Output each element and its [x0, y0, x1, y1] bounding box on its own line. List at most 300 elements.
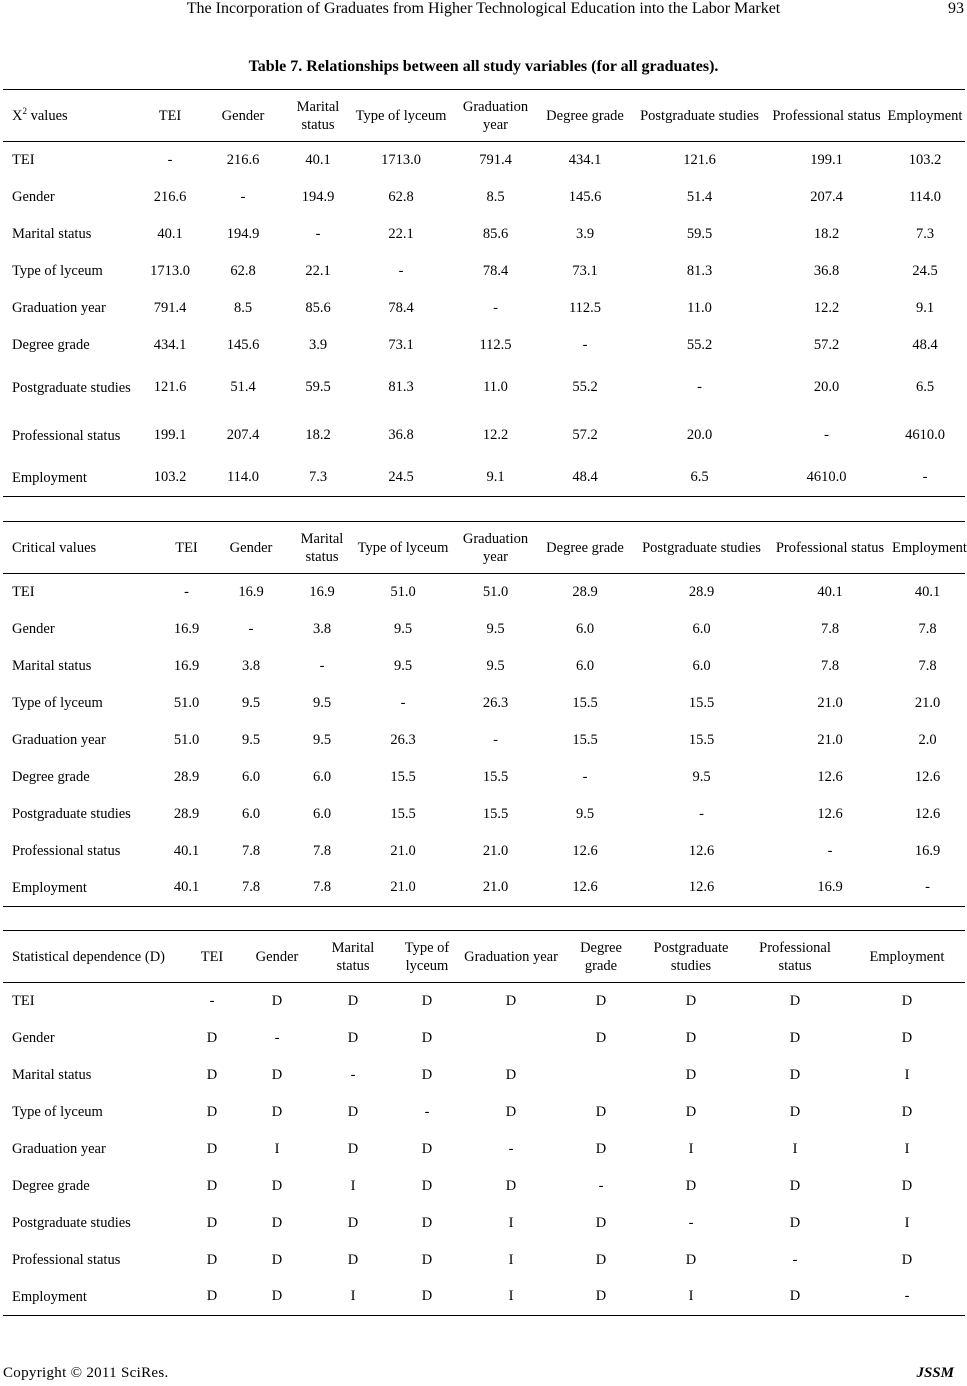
- table-cell: -: [274, 1029, 280, 1046]
- table-cell: 20.0: [686, 427, 713, 443]
- table-cell: 4610.0: [768, 460, 885, 497]
- table-cell: 12.6: [817, 805, 843, 822]
- table-row: [3, 870, 965, 907]
- table-row: [3, 142, 965, 179]
- table-cell: 6.0: [575, 620, 595, 637]
- table-cell: 12.6: [914, 805, 941, 822]
- table-cell: D: [271, 1177, 283, 1194]
- table-cell: 51.0: [173, 731, 200, 748]
- table-cell: 21.0: [390, 842, 416, 859]
- table-cell: D: [595, 1251, 607, 1268]
- table-cell: I: [274, 1140, 280, 1157]
- table-cell: 21.0: [482, 842, 509, 859]
- table-cell: 112.5: [479, 336, 512, 353]
- column-header-employment: Employment: [890, 522, 965, 574]
- table-row: [3, 412, 965, 460]
- table-cell: 3.9: [575, 225, 595, 242]
- row-label: Gender: [12, 189, 55, 205]
- row-label: TEI: [12, 152, 35, 169]
- table-cell: 16.9: [770, 870, 890, 907]
- table-cell: D: [789, 1177, 801, 1194]
- table-cell: I: [904, 1214, 910, 1231]
- row-label: Type of lyceum: [12, 263, 103, 279]
- table-cell: 112.5: [568, 299, 602, 316]
- table-cell: 6.0: [241, 768, 261, 785]
- table-cell: 59.5: [305, 379, 331, 395]
- table-cell: 194.9: [301, 188, 335, 205]
- table-cell: D: [685, 1251, 697, 1268]
- table-cell: 51.0: [482, 583, 509, 600]
- table-cell: -: [824, 427, 829, 443]
- journal-name: JSSM: [916, 1365, 954, 1381]
- table-cell: I: [508, 1251, 514, 1268]
- row-label: Graduation year: [12, 300, 106, 316]
- table-cell: 15.5: [572, 731, 598, 748]
- table-cell: D: [595, 992, 607, 1009]
- table-cell: 6.5: [915, 379, 935, 395]
- table-cell: I: [350, 1177, 356, 1194]
- table-row: [3, 460, 965, 497]
- column-header-postgraduate-studies: Postgraduate studies: [633, 522, 770, 574]
- table-cell: D: [595, 1140, 607, 1157]
- table-cell: D: [241, 1279, 313, 1316]
- table-cell: 16.9: [309, 583, 335, 600]
- row-label: Postgraduate studies: [12, 1215, 131, 1231]
- table-row: [3, 253, 965, 290]
- table-cell: -: [319, 657, 325, 674]
- table-cell: 216.6: [226, 151, 260, 168]
- table-cell: D: [271, 1214, 283, 1231]
- table-cell: 12.6: [537, 870, 633, 907]
- table-cell: 15.5: [390, 805, 416, 822]
- table-cell: 22.1: [305, 262, 331, 279]
- table-cell: D: [901, 1251, 913, 1268]
- table-cell: 21.0: [817, 731, 843, 748]
- table-cell: -: [697, 379, 702, 395]
- table-cell: -: [508, 1140, 514, 1157]
- table-cell: 40.1: [157, 225, 183, 242]
- column-header-type-of-lyceum: Type of lyceum: [352, 522, 454, 574]
- column-header-gender: Gender: [241, 931, 313, 983]
- table-cell: -: [315, 225, 321, 242]
- corner-header: Critical values: [3, 522, 163, 574]
- table-cell: 7.8: [820, 620, 840, 637]
- table-cell: 15.5: [688, 731, 715, 748]
- table-cell: 199.1: [153, 427, 187, 443]
- column-header-graduation-year: Graduation year: [461, 931, 561, 983]
- table-row: [3, 759, 965, 796]
- table-cell: D: [347, 1214, 359, 1231]
- table-cell: 9.5: [241, 731, 261, 748]
- table-row: [3, 364, 965, 412]
- table-cell: -: [167, 151, 173, 168]
- row-label: Gender: [12, 621, 55, 637]
- table-cell: 62.8: [388, 188, 414, 205]
- table-cell: 81.3: [388, 379, 414, 395]
- row-label: Postgraduate studies: [12, 806, 131, 822]
- table-cell: 11.0: [483, 379, 508, 395]
- table-cell: -: [400, 694, 406, 711]
- table-header-row: [3, 90, 965, 142]
- table-cell: 85.6: [482, 225, 509, 242]
- table-cell: 199.1: [810, 151, 843, 168]
- table-cell: 145.6: [568, 188, 602, 205]
- table-row: [3, 1020, 965, 1057]
- table-cell: -: [248, 620, 254, 637]
- table-cell: 12.6: [914, 768, 941, 785]
- row-label: Marital status: [12, 658, 92, 674]
- table-cell: D: [421, 1029, 433, 1046]
- table-cell: 3.8: [312, 620, 332, 637]
- table-cell: 15.5: [482, 768, 509, 785]
- table-cell: D: [206, 1214, 218, 1231]
- table-cell: D: [347, 1103, 359, 1120]
- table-cell: 9.5: [241, 694, 261, 711]
- table-row: [3, 796, 965, 833]
- table-cell: D: [421, 1214, 433, 1231]
- table-cell: 6.0: [312, 768, 332, 785]
- table-cell: D: [685, 1066, 697, 1083]
- table-cell: D: [595, 1029, 607, 1046]
- row-label: Graduation year: [12, 1141, 106, 1157]
- table-cell: 40.1: [163, 870, 210, 907]
- table-cell: D: [206, 1177, 218, 1194]
- table-cell: -: [885, 460, 965, 497]
- column-header-marital-status: Marital status: [286, 90, 350, 142]
- table-cell: -: [493, 731, 498, 748]
- table-cell: D: [901, 1177, 913, 1194]
- table-cell: D: [595, 1214, 607, 1231]
- table-cell: -: [890, 870, 965, 907]
- table-cell: 24.5: [350, 460, 452, 497]
- table-cell: 6.0: [575, 657, 595, 674]
- table-cell: -: [424, 1103, 430, 1120]
- table-row: [3, 574, 965, 611]
- table-cell: 12.6: [688, 842, 715, 859]
- table-row: [3, 722, 965, 759]
- corner-header: Statistical dependence (D): [3, 931, 183, 983]
- table-cell: D: [421, 1066, 433, 1083]
- table-row: [3, 1057, 965, 1094]
- table-cell: -: [598, 1177, 604, 1194]
- table-cell: 9.5: [393, 657, 413, 674]
- table-cell: I: [461, 1279, 561, 1316]
- table-cell: 15.5: [482, 805, 509, 822]
- table-cell: D: [206, 1029, 218, 1046]
- column-header-degree-grade: Degree grade: [537, 522, 633, 574]
- row-label: Gender: [12, 1030, 55, 1046]
- table-cell: -: [398, 262, 404, 279]
- table-cell: 62.8: [230, 262, 256, 279]
- table-cell: 40.1: [914, 583, 941, 600]
- table-cell: -: [849, 1279, 965, 1316]
- table-cell: D: [685, 992, 697, 1009]
- table-cell: D: [561, 1279, 641, 1316]
- table-cell: D: [206, 1251, 218, 1268]
- table-cell: -: [582, 768, 588, 785]
- row-label: Degree grade: [12, 769, 90, 785]
- table-cell: 51.4: [230, 379, 256, 395]
- table-cell: D: [421, 992, 433, 1009]
- table-cell: 6.0: [312, 805, 332, 822]
- table-cell: 114.0: [200, 460, 286, 497]
- column-header-graduation-year: Graduation year: [454, 522, 537, 574]
- table-cell: 103.2: [140, 460, 200, 497]
- table-cell: 9.5: [486, 657, 505, 674]
- table-cell: D: [347, 1029, 359, 1046]
- table-cell: -: [699, 805, 704, 822]
- table-cell: 3.8: [241, 657, 261, 674]
- table-row: [3, 1131, 965, 1168]
- table-cell: -: [240, 188, 246, 205]
- table-cell: 791.4: [153, 299, 187, 316]
- table-cell: -: [688, 1214, 694, 1231]
- table-cell: 48.4: [912, 336, 938, 353]
- table-row: [3, 327, 965, 364]
- row-label: TEI: [12, 993, 35, 1010]
- table-row: [3, 290, 965, 327]
- table-cell: -: [582, 336, 588, 353]
- table-cell: 9.5: [312, 694, 332, 711]
- table-row: [3, 685, 965, 722]
- table-cell: 78.4: [482, 262, 509, 279]
- table-cell: D: [347, 1140, 359, 1157]
- table-row: [3, 179, 965, 216]
- table-cell: 21.0: [914, 694, 941, 711]
- table-cell: 16.9: [173, 657, 200, 674]
- table-cell: 21.0: [817, 694, 843, 711]
- table-cell: 12.6: [817, 768, 843, 785]
- table-cell: 6.5: [631, 460, 768, 497]
- table-cell: 7.8: [918, 620, 937, 637]
- table-cell: 6.0: [241, 805, 261, 822]
- table-row: [3, 983, 965, 1020]
- column-header-degree-grade: Degree grade: [561, 931, 641, 983]
- table-cell: 103.2: [908, 151, 942, 168]
- table-cell: 7.8: [292, 870, 352, 907]
- table-cell: 7.3: [286, 460, 350, 497]
- table-cell: 28.9: [173, 805, 200, 822]
- table-cell: 81.3: [686, 262, 713, 279]
- table-cell: 7.8: [241, 842, 261, 859]
- row-label: Type of lyceum: [12, 695, 103, 711]
- row-label: Employment: [3, 1279, 183, 1316]
- table-cell: D: [393, 1279, 461, 1316]
- column-header-tei: TEI: [163, 522, 210, 574]
- table-cell: D: [505, 1177, 517, 1194]
- table-cell: 121.6: [683, 151, 716, 168]
- column-header-marital-status: Marital status: [292, 522, 352, 574]
- table-row: [3, 1279, 965, 1316]
- table-cell: 791.4: [479, 151, 512, 168]
- table-cell: 18.2: [813, 225, 840, 242]
- table-cell: I: [904, 1066, 910, 1083]
- table-cell: -: [827, 842, 833, 859]
- column-header-professional-status: Professional status: [741, 931, 849, 983]
- table-cell: 26.3: [390, 731, 416, 748]
- table-caption: Table 7. Relationships between all study variables (for all graduates).: [248, 58, 719, 75]
- table-header-row: [3, 522, 965, 574]
- table-cell: 6.0: [692, 620, 711, 637]
- table-cell: D: [685, 1177, 697, 1194]
- table-cell: 3.9: [308, 336, 328, 353]
- column-header-graduation-year: Graduation year: [452, 90, 539, 142]
- column-header-gender: Gender: [210, 522, 292, 574]
- table-cell: 51.0: [173, 694, 200, 711]
- table-cell: D: [789, 1103, 801, 1120]
- table-cell: 55.2: [572, 379, 598, 395]
- table-cell: 9.5: [486, 620, 505, 637]
- table-cell: 57.2: [572, 427, 598, 443]
- table-cell: D: [901, 992, 913, 1009]
- table-cell: 216.6: [153, 188, 187, 205]
- column-header-gender: Gender: [200, 90, 286, 142]
- column-header-type-of-lyceum: Type of lyceum: [393, 931, 461, 983]
- table-cell: 434.1: [153, 336, 187, 353]
- table-row: [3, 1205, 965, 1242]
- table-row: [3, 1168, 965, 1205]
- table-cell: D: [685, 1029, 697, 1046]
- table-cell: 7.8: [210, 870, 292, 907]
- table-cell: 85.6: [305, 299, 331, 316]
- table-cell: 15.5: [688, 694, 715, 711]
- column-header-tei: TEI: [183, 931, 241, 983]
- table-cell: D: [789, 992, 801, 1009]
- table-cell: 7.8: [918, 657, 937, 674]
- table-cell: 51.4: [686, 188, 713, 205]
- table-cell: 9.5: [393, 620, 413, 637]
- table-cell: I: [313, 1279, 393, 1316]
- table-cell: 9.5: [575, 805, 595, 822]
- table-cell: 57.2: [813, 336, 840, 353]
- row-label: Postgraduate studies: [12, 379, 131, 396]
- table-cell: 78.4: [388, 299, 414, 316]
- table-cell: [461, 1020, 561, 1057]
- table-cell: D: [789, 1029, 801, 1046]
- table-cell: 1713.0: [150, 262, 190, 279]
- running-title: The Incorporation of Graduates from Higher Technological Education into the Labor Market: [186, 0, 781, 17]
- table-cell: 21.0: [352, 870, 454, 907]
- table-cell: 207.4: [810, 188, 843, 205]
- copyright-notice: Copyright © 2011 SciRes.: [3, 1365, 169, 1381]
- row-label: Type of lyceum: [12, 1104, 103, 1120]
- table-cell: I: [508, 1214, 514, 1231]
- table-cell: D: [505, 1066, 517, 1083]
- row-label: Professional status: [12, 1252, 121, 1268]
- table-cell: I: [641, 1279, 741, 1316]
- table-cell: 1713.0: [381, 151, 421, 168]
- table-cell: D: [206, 1066, 218, 1083]
- table-cell: D: [421, 1140, 433, 1157]
- table-cell: 434.1: [568, 151, 602, 168]
- row-label: Degree grade: [12, 337, 90, 353]
- table-cell: D: [421, 1251, 433, 1268]
- table-cell: 9.5: [692, 768, 711, 785]
- table-cell: 22.1: [388, 225, 414, 242]
- column-header-postgraduate-studies: Postgraduate studies: [631, 90, 768, 142]
- table-cell: -: [209, 992, 215, 1009]
- critical-values-table: [3, 521, 965, 907]
- table-cell: 18.2: [305, 427, 331, 443]
- column-header-employment: Employment: [885, 90, 965, 142]
- table-cell: 11.0: [687, 299, 712, 316]
- table-cell: 9.5: [312, 731, 332, 748]
- table-cell: 2.0: [918, 731, 937, 748]
- table-cell: 12.2: [813, 299, 840, 316]
- running-head: [0, 0, 967, 24]
- table-cell: D: [505, 1103, 517, 1120]
- table-cell: D: [789, 1214, 801, 1231]
- table-cell: 9.1: [915, 299, 935, 316]
- table-cell: D: [901, 1103, 913, 1120]
- table-cell: I: [688, 1140, 694, 1157]
- table-cell: 8.5: [486, 188, 505, 205]
- row-label: Professional status: [12, 843, 121, 859]
- table-cell: 9.1: [452, 460, 539, 497]
- table-cell: 12.2: [482, 427, 509, 443]
- table-cell: 15.5: [572, 694, 598, 711]
- table-header-row: [3, 931, 965, 983]
- row-label: Marital status: [12, 1067, 92, 1083]
- column-header-marital-status: Marital status: [313, 931, 393, 983]
- table-cell: [561, 1057, 641, 1094]
- table-cell: D: [421, 1177, 433, 1194]
- table-cell: 28.9: [688, 583, 715, 600]
- table-row: [3, 1242, 965, 1279]
- table-cell: D: [271, 1066, 283, 1083]
- table-cell: D: [183, 1279, 241, 1316]
- table-cell: 40.1: [173, 842, 200, 859]
- table-cell: 26.3: [482, 694, 509, 711]
- table-cell: -: [493, 299, 498, 316]
- table-cell: 36.8: [813, 262, 840, 279]
- table-row: [3, 216, 965, 253]
- table-cell: 145.6: [226, 336, 260, 353]
- column-header-postgraduate-studies: Postgraduate studies: [641, 931, 741, 983]
- column-header-degree-grade: Degree grade: [539, 90, 631, 142]
- table-cell: D: [901, 1029, 913, 1046]
- table-cell: 21.0: [454, 870, 537, 907]
- table-cell: D: [741, 1279, 849, 1316]
- table-cell: D: [206, 1103, 218, 1120]
- table-row: [3, 1094, 965, 1131]
- row-label: Employment: [3, 460, 140, 497]
- table-row: [3, 833, 965, 870]
- table-cell: D: [505, 992, 517, 1009]
- table-cell: 114.0: [908, 188, 942, 205]
- column-header-employment: Employment: [849, 931, 965, 983]
- table-cell: I: [792, 1140, 798, 1157]
- table-cell: 7.8: [820, 657, 840, 674]
- table-cell: -: [350, 1066, 356, 1083]
- table-cell: D: [685, 1103, 697, 1120]
- column-header-tei: TEI: [140, 90, 200, 142]
- table-cell: 51.0: [390, 583, 416, 600]
- table-cell: 28.9: [173, 768, 200, 785]
- table-cell: 12.6: [572, 842, 598, 859]
- table-cell: D: [347, 1251, 359, 1268]
- table-cell: 59.5: [686, 225, 713, 242]
- table-cell: 48.4: [539, 460, 631, 497]
- column-header-professional-status: Professional status: [768, 90, 885, 142]
- table-row: [3, 611, 965, 648]
- table-cell: 24.5: [912, 262, 938, 279]
- column-header-type-of-lyceum: Type of lyceum: [350, 90, 452, 142]
- table-cell: I: [904, 1140, 910, 1157]
- table-cell: 15.5: [390, 768, 416, 785]
- table-cell: 55.2: [686, 336, 713, 353]
- table-cell: 8.5: [233, 299, 253, 316]
